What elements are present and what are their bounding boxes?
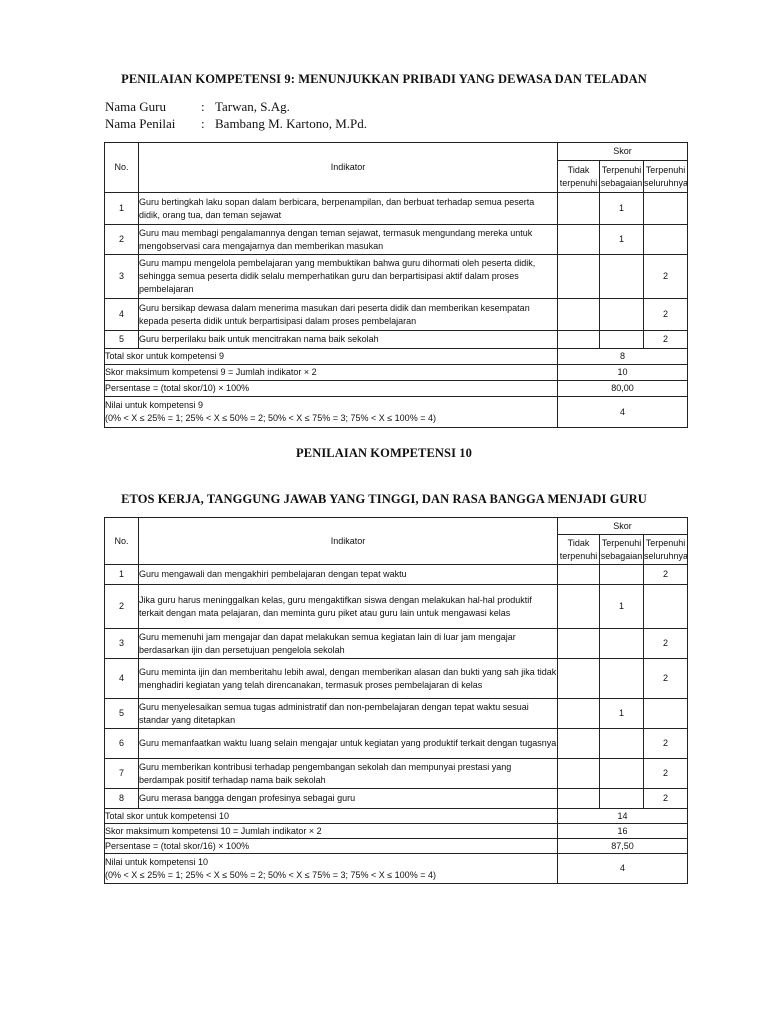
score-terpenuhi-sebagian <box>600 331 644 349</box>
penilai-row <box>105 115 367 132</box>
k10-max-row <box>105 824 688 839</box>
score-terpenuhi-sebagian: 1 <box>600 193 644 225</box>
k10-total-label: Total skor untuk kompetensi 10 <box>105 809 558 824</box>
score-terpenuhi-sebagian: 1 <box>600 225 644 255</box>
score-terpenuhi-seluruhnya <box>644 225 688 255</box>
indicator-text: Guru mampu mengelola pembelajaran yang membuktikan bahwa guru dihormati oleh peserta didik, sehingga semua peserta didik selalu memperhatikan guru dan berpartisipasi aktif dalam proses pembelajaran <box>139 255 558 299</box>
indicator-no: 2 <box>105 225 139 255</box>
k9-total-value: 8 <box>558 349 688 365</box>
k10-header-no: No. <box>105 518 139 565</box>
penilai-separator: : <box>201 116 205 131</box>
indicator-row <box>105 729 688 759</box>
score-terpenuhi-sebagian <box>600 759 644 789</box>
score-terpenuhi-sebagian: 1 <box>600 699 644 729</box>
k9-pct-value: 80,00 <box>558 381 688 397</box>
indicator-row <box>105 585 688 629</box>
score-tidak-terpenuhi <box>558 255 600 299</box>
k10-pct-row <box>105 839 688 854</box>
score-tidak-terpenuhi <box>558 299 600 331</box>
score-tidak-terpenuhi <box>558 699 600 729</box>
score-terpenuhi-seluruhnya: 2 <box>644 255 688 299</box>
penilai-value: Bambang M. Kartono, M.Pd. <box>215 116 368 131</box>
indicator-text: Guru bersikap dewasa dalam menerima masukan dari peserta didik dan memberikan kesempatan kepada peserta didik untuk berpartisipasi dalam proses pembelajaran <box>139 299 558 331</box>
score-terpenuhi-seluruhnya <box>644 699 688 729</box>
k9-max-value: 10 <box>558 365 688 381</box>
k10-pct-label: Persentase = (total skor/16) × 100% <box>105 839 558 854</box>
indicator-row <box>105 331 688 349</box>
indicator-row <box>105 193 688 225</box>
score-terpenuhi-seluruhnya <box>644 193 688 225</box>
score-tidak-terpenuhi <box>558 729 600 759</box>
score-terpenuhi-seluruhnya: 2 <box>644 331 688 349</box>
k10-header-sebagian: Terpenuhi sebagaian <box>600 535 644 565</box>
k9-nilai-rule: (0% < X ≤ 25% = 1; 25% < X ≤ 50% = 2; 50% < X ≤ 75% = 3; 75% < X ≤ 100% = 4) <box>105 413 436 423</box>
score-terpenuhi-sebagian <box>600 255 644 299</box>
score-terpenuhi-sebagian <box>600 565 644 585</box>
k10-nilai-rule: (0% < X ≤ 25% = 1; 25% < X ≤ 50% = 2; 50% < X ≤ 75% = 3; 75% < X ≤ 100% = 4) <box>105 869 436 880</box>
indicator-no: 4 <box>105 659 139 699</box>
score-tidak-terpenuhi <box>558 331 600 349</box>
k10-nilai-cell <box>105 854 558 884</box>
score-tidak-terpenuhi <box>558 789 600 809</box>
penilai-label: Nama Penilai <box>105 116 176 131</box>
k10-total-value: 14 <box>558 809 688 824</box>
score-tidak-terpenuhi <box>558 225 600 255</box>
k9-header-skor: Skor <box>558 143 688 161</box>
indicator-no: 5 <box>105 699 139 729</box>
indicator-row <box>105 629 688 659</box>
k9-nilai-value: 4 <box>558 397 688 428</box>
k9-title: PENILAIAN KOMPETENSI 9: MENUNJUKKAN PRIBADI YANG DEWASA DAN TELADAN <box>121 72 647 86</box>
guru-row <box>105 98 367 115</box>
indicator-no: 3 <box>105 255 139 299</box>
k10-rows <box>105 565 688 809</box>
score-terpenuhi-sebagian <box>600 789 644 809</box>
indicator-text: Guru mau membagi pengalamannya dengan teman sejawat, termasuk mengundang mereka untuk mengobservasi cara mengajarnya dan memberikan masukan <box>139 225 558 255</box>
score-terpenuhi-seluruhnya: 2 <box>644 729 688 759</box>
k10-header-seluruhnya: Terpenuhi seluruhnya <box>644 535 688 565</box>
k9-max-label: Skor maksimum kompetensi 9 = Jumlah indikator × 2 <box>105 365 558 381</box>
k9-header-seluruhnya: Terpenuhi seluruhnya <box>644 161 688 193</box>
indicator-no: 1 <box>105 565 139 585</box>
indicator-no: 2 <box>105 585 139 629</box>
score-tidak-terpenuhi <box>558 565 600 585</box>
indicator-row <box>105 789 688 809</box>
indicator-no: 3 <box>105 629 139 659</box>
k9-pct-label: Persentase = (total skor/10) × 100% <box>105 381 558 397</box>
guru-separator: : <box>201 99 205 114</box>
indicator-row <box>105 299 688 331</box>
score-tidak-terpenuhi <box>558 659 600 699</box>
k9-total-row <box>105 349 688 365</box>
score-tidak-terpenuhi <box>558 193 600 225</box>
indicator-row <box>105 699 688 729</box>
score-tidak-terpenuhi <box>558 585 600 629</box>
k10-header-row <box>105 518 688 535</box>
indicator-no: 5 <box>105 331 139 349</box>
indicator-text: Guru mengawali dan mengakhiri pembelajaran dengan tepat waktu <box>139 565 558 585</box>
indicator-text: Guru menyelesaikan semua tugas administratif dan non-pembelajaran dengan tepat waktu sesuai standar yang ditetapkan <box>139 699 558 729</box>
k10-table <box>104 517 688 884</box>
indicator-text: Guru berperilaku baik untuk mencitrakan nama baik sekolah <box>139 331 558 349</box>
indicator-row <box>105 759 688 789</box>
indicator-no: 4 <box>105 299 139 331</box>
indicator-text: Guru merasa bangga dengan profesinya sebagai guru <box>139 789 558 809</box>
k9-nilai-row <box>105 397 688 428</box>
score-terpenuhi-seluruhnya: 2 <box>644 789 688 809</box>
indicator-no: 6 <box>105 729 139 759</box>
k9-rows <box>105 193 688 349</box>
k9-pct-row <box>105 381 688 397</box>
k10-nilai-value: 4 <box>558 854 688 884</box>
k10-header-skor: Skor <box>558 518 688 535</box>
k10-pct-value: 87,50 <box>558 839 688 854</box>
indicator-no: 1 <box>105 193 139 225</box>
teacher-info <box>105 98 367 132</box>
k9-header-no: No. <box>105 143 139 193</box>
k9-header-row <box>105 143 688 161</box>
k10-max-label: Skor maksimum kompetensi 10 = Jumlah indikator × 2 <box>105 824 558 839</box>
score-terpenuhi-seluruhnya: 2 <box>644 759 688 789</box>
guru-label: Nama Guru <box>105 99 167 114</box>
k9-header-sebagian: Terpenuhi sebagaian <box>600 161 644 193</box>
k10-nilai-row <box>105 854 688 884</box>
score-terpenuhi-sebagian <box>600 629 644 659</box>
indicator-row <box>105 565 688 585</box>
k9-table <box>104 142 688 428</box>
indicator-text: Jika guru harus meninggalkan kelas, guru mengaktifkan siswa dengan melakukan hal-hal produktif terkait dengan mata pelajaran, dan meminta guru piket atau guru lain untuk mengawasi kelas <box>139 585 558 629</box>
k10-nilai-label: Nilai untuk kompetensi 10 <box>105 856 209 867</box>
k9-total-label: Total skor untuk kompetensi 9 <box>105 349 558 365</box>
score-tidak-terpenuhi <box>558 629 600 659</box>
indicator-row <box>105 255 688 299</box>
indicator-row <box>105 659 688 699</box>
k9-header-indikator: Indikator <box>139 143 558 193</box>
indicator-text: Guru meminta ijin dan memberitahu lebih awal, dengan memberikan alasan dan bukti yang sah jika tidak menghadiri kegiatan yang telah direncanakan, termasuk proses pembelajaran di kelas <box>139 659 558 699</box>
indicator-text: Guru memanfaatkan waktu luang selain mengajar untuk kegiatan yang produktif terkait dengan tugasnya <box>139 729 558 759</box>
k10-total-row <box>105 809 688 824</box>
k10-title: PENILAIAN KOMPETENSI 10 <box>296 446 472 460</box>
k10-subtitle: ETOS KERJA, TANGGUNG JAWAB YANG TINGGI, DAN RASA BANGGA MENJADI GURU <box>121 492 647 506</box>
score-terpenuhi-seluruhnya: 2 <box>644 659 688 699</box>
score-tidak-terpenuhi <box>558 759 600 789</box>
k9-max-row <box>105 365 688 381</box>
score-terpenuhi-seluruhnya: 2 <box>644 565 688 585</box>
indicator-row <box>105 225 688 255</box>
k9-header-tidak: Tidak terpenuhi <box>558 161 600 193</box>
indicator-no: 8 <box>105 789 139 809</box>
indicator-text: Guru bertingkah laku sopan dalam berbicara, berpenampilan, dan berbuat terhadap semua peserta didik, orang tua, dan teman sejawat <box>139 193 558 225</box>
score-terpenuhi-sebagian <box>600 299 644 331</box>
k10-header-indikator: Indikator <box>139 518 558 565</box>
k9-nilai-label: Nilai untuk kompetensi 9 <box>105 400 204 410</box>
k10-header-tidak: Tidak terpenuhi <box>558 535 600 565</box>
score-terpenuhi-sebagian: 1 <box>600 585 644 629</box>
score-terpenuhi-seluruhnya: 2 <box>644 629 688 659</box>
k10-max-value: 16 <box>558 824 688 839</box>
indicator-no: 7 <box>105 759 139 789</box>
score-terpenuhi-sebagian <box>600 659 644 699</box>
score-terpenuhi-sebagian <box>600 729 644 759</box>
k9-nilai-cell <box>105 397 558 428</box>
score-terpenuhi-seluruhnya <box>644 585 688 629</box>
score-terpenuhi-seluruhnya: 2 <box>644 299 688 331</box>
guru-value: Tarwan, S.Ag. <box>215 99 290 114</box>
indicator-text: Guru memberikan kontribusi terhadap pengembangan sekolah dan mempunyai prestasi yang berdampak positif terhadap nama baik sekolah <box>139 759 558 789</box>
indicator-text: Guru memenuhi jam mengajar dan dapat melakukan semua kegiatan lain di luar jam mengajar berdasarkan ijin dan persetujuan pengelola sekolah <box>139 629 558 659</box>
